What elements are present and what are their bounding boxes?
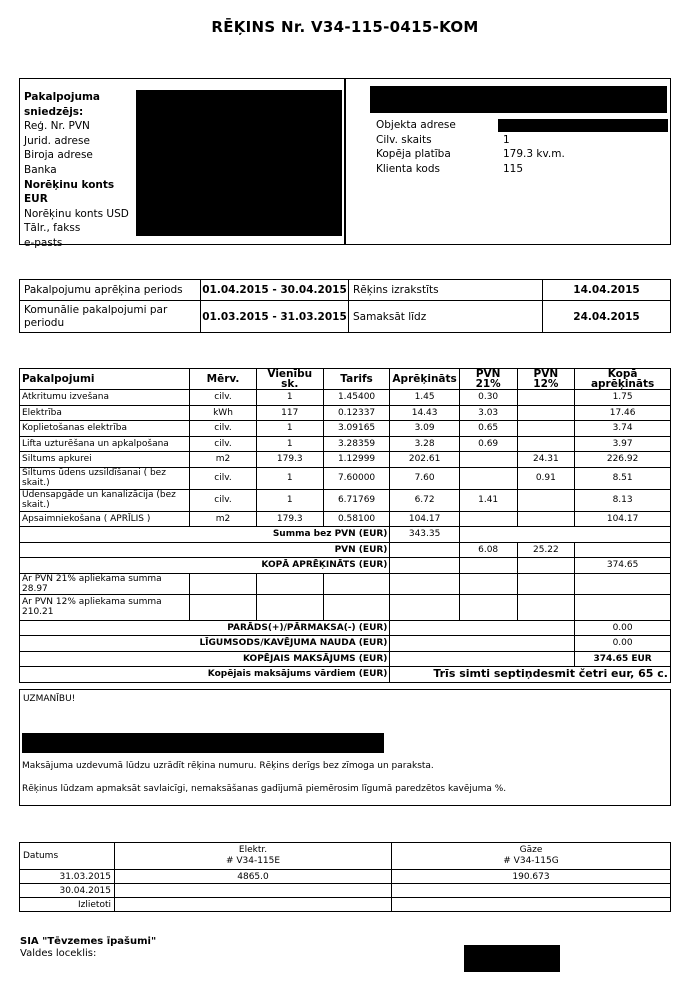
pvn12-base: Ar PVN 12% apliekama summa 210.21 [20,594,190,620]
cell: 1 [256,489,323,511]
cell: Elektrība [20,405,190,421]
cell [517,390,575,406]
words-label: Kopējais maksājums vārdiem (EUR) [20,667,390,683]
header-cell: Aprēķināts [390,369,459,390]
object-values [503,118,565,176]
cell [517,405,575,421]
object-label: Cilv. skaits [376,133,432,146]
meter-row [20,898,671,912]
header-cell: Mērv. [190,369,257,390]
cell [390,636,575,652]
communal-value: 01.03.2015 - 31.03.2015 [201,301,349,333]
meter-elektr-header [115,843,392,870]
kopa-label: KOPĀ APRĒĶINĀTS (EUR) [20,558,390,574]
cell: cilv. [190,467,257,489]
provider-field: Biroja adrese [24,149,93,162]
cell: Siltums apkurei [20,452,190,468]
cell: 1 [256,390,323,406]
cell: 3.09165 [323,421,390,437]
table-row [20,405,671,421]
meter-elektr-no: # V34-115E [225,856,281,866]
cell: 1.75 [575,390,671,406]
cell: 1 [256,467,323,489]
cell [459,511,517,527]
header-cell: Kopā aprēķināts [575,369,671,390]
cell: 0.12337 [323,405,390,421]
provider-field: Reģ. Nr. PVN [24,120,90,133]
redaction-block [136,90,342,236]
table-row [20,436,671,452]
bill-period-label: Pakalpojumu aprēķina periods [20,280,201,301]
cell: 8.51 [575,467,671,489]
cell [390,542,459,558]
cell: 14.43 [390,405,459,421]
penalty-row [20,636,671,652]
cell [115,884,392,898]
debt-row [20,620,671,636]
cell: Ūdensapgāde un kanalizācija (bez skait.) [20,489,190,511]
meter-gaze-header [392,843,671,870]
provider-field: Banka [24,163,57,176]
notice-heading: UZMANĪBU! [23,694,76,704]
object-label: Objekta adrese [376,119,456,131]
cell: Koplietošanas elektrība [20,421,190,437]
cell: 3.74 [575,421,671,437]
cell: Izlietoti [20,898,115,912]
pvn12-value: 25.22 [517,542,575,558]
bill-period-value: 01.04.2015 - 30.04.2015 [201,280,349,301]
penalty-value: 0.00 [575,636,671,652]
table-row [20,390,671,406]
cell: 1 [256,421,323,437]
cell: cilv. [190,421,257,437]
redaction-block [464,945,560,972]
communal-label: Komunālie pakalpojumi par periodu [20,301,201,333]
provider-field: Tālr., fakss [24,222,81,235]
object-value [503,118,565,133]
cell [517,489,575,511]
cell: 7.60000 [323,467,390,489]
object-label: Klienta kods [376,162,440,175]
object-value: 115 [503,162,524,175]
pvn21-base: Ar PVN 21% apliekama summa 28.97 [20,573,190,594]
cell [392,884,671,898]
debt-value: 0.00 [575,620,671,636]
cell: Lifta uzturēšana un apkalpošana [20,436,190,452]
cell: 226.92 [575,452,671,468]
cell: 1.45 [390,390,459,406]
cell: 17.46 [575,405,671,421]
table-row [20,421,671,437]
table-row [20,452,671,468]
cell: cilv. [190,489,257,511]
kopa-value: 374.65 [575,558,671,574]
cell: 31.03.2015 [20,870,115,884]
table-row [20,467,671,489]
meter-gaze-label: Gāze [519,845,543,855]
cell: 7.60 [390,467,459,489]
table-row [20,511,671,527]
cell: 3.97 [575,436,671,452]
issued-label: Rēķins izrakstīts [349,280,543,301]
debt-label: PARĀDS(+)/PĀRMAKSA(-) (EUR) [20,620,390,636]
cell [459,467,517,489]
provider-field: e-pasts [24,236,63,249]
cell: 3.03 [459,405,517,421]
table-header-row [20,369,671,390]
cell: 3.28 [390,436,459,452]
cell [390,558,459,574]
cell: 179.3 [256,452,323,468]
services-table [19,368,671,683]
pvn-row [20,542,671,558]
cell: 179.3 [256,511,323,527]
provider-field: Jurid. adrese [24,134,90,147]
header-cell: Tarifs [323,369,390,390]
provider-field: Norēķinu konts USD [24,207,129,220]
total-label: KOPĒJAIS MAKSĀJUMS (EUR) [20,651,390,667]
cell: cilv. [190,436,257,452]
pay-by-label: Samaksāt līdz [349,301,543,333]
meter-elektr-label: Elektr. [238,845,268,855]
total-value: 374.65 EUR [575,651,671,667]
cell: Apsaimniekošana ( APRĪLIS ) [20,511,190,527]
cell [390,651,575,667]
cell [459,452,517,468]
cell: 104.17 [575,511,671,527]
cell: 0.91 [517,467,575,489]
cell: 3.09 [390,421,459,437]
cell: 0.30 [459,390,517,406]
header-cell: Pakalpojumi [20,369,190,390]
cell: 4865.0 [115,870,392,884]
object-value: 1 [503,133,510,146]
cell: cilv. [190,390,257,406]
pvn21-value: 6.08 [459,542,517,558]
words-row [20,667,671,683]
meter-date-label: Datums [20,843,115,870]
redaction-block [22,733,384,753]
cell: 1.12999 [323,452,390,468]
cell: 1.41 [459,489,517,511]
pvn-label: PVN (EUR) [20,542,390,558]
summa-value: 343.35 [390,527,459,543]
cell: 6.72 [390,489,459,511]
penalty-label: LĪGUMSODS/KAVĒJUMA NAUDA (EUR) [20,636,390,652]
invoice-title: RĒĶINS Nr. V34-115-0415-KOM [211,18,479,36]
cell [115,898,392,912]
words-value: Trīs simti septiņdesmit četri eur, 65 c. [390,667,671,683]
cell: 24.31 [517,452,575,468]
footer-board: Valdes loceklis: [20,948,97,959]
object-value: 179.3 kv.m. [503,148,565,161]
header-cell: PVN 21% [459,369,517,390]
cell: m2 [190,452,257,468]
meter-row [20,870,671,884]
notice-line1: Maksājuma uzdevumā lūdzu uzrādīt rēķina numuru. Rēķins derīgs bez zīmoga un paraksta. [22,761,434,771]
cell: 6.71769 [323,489,390,511]
cell [517,436,575,452]
footer-company: SIA "Tēvzemes īpašumi" [20,936,157,947]
cell: 3.28359 [323,436,390,452]
object-labels [376,118,456,176]
total-row [20,651,671,667]
meter-gaze-no: # V34-115G [503,856,559,866]
cell: 8.13 [575,489,671,511]
header-cell: Vienību sk. [256,369,323,390]
issued-value: 14.04.2015 [543,280,671,301]
redaction-block [370,86,667,113]
pvn21-base-row [20,573,671,594]
period-table [19,279,671,333]
cell: 117 [256,405,323,421]
provider-divider [344,78,346,245]
cell: 1.45400 [323,390,390,406]
cell: 202.61 [390,452,459,468]
provider-field: Norēķinu konts EUR [24,178,115,206]
table-row [20,489,671,511]
cell: Atkritumu izvešana [20,390,190,406]
cell [517,421,575,437]
object-label: Kopēja platība [376,148,451,161]
meter-table [19,842,671,912]
cell [390,620,575,636]
cell: 0.69 [459,436,517,452]
cell: 1 [256,436,323,452]
cell [517,558,575,574]
cell: m2 [190,511,257,527]
cell [517,511,575,527]
cell: 30.04.2015 [20,884,115,898]
pay-by-value: 24.04.2015 [543,301,671,333]
cell [392,898,671,912]
cell: Siltums ūdens uzsildīšanai ( bez skait.) [20,467,190,489]
notice-line2: Rēķinus lūdzam apmaksāt savlaicīgi, nemaksāšanas gadījumā piemērosim līgumā paredzētos kavējuma %. [22,784,507,794]
summa-row [20,527,671,543]
kopa-row [20,558,671,574]
cell: 0.58100 [323,511,390,527]
pvn12-base-row [20,594,671,620]
header-cell: PVN 12% [517,369,575,390]
cell: kWh [190,405,257,421]
cell: 104.17 [390,511,459,527]
cell: 190.673 [392,870,671,884]
cell: 0.65 [459,421,517,437]
cell [575,542,671,558]
cell [459,527,670,543]
provider-fields [24,90,134,251]
cell [459,558,517,574]
meter-row [20,884,671,898]
summa-label: Summa bez PVN (EUR) [20,527,390,543]
provider-heading: Pakalpojuma sniedzējs: [24,91,100,118]
